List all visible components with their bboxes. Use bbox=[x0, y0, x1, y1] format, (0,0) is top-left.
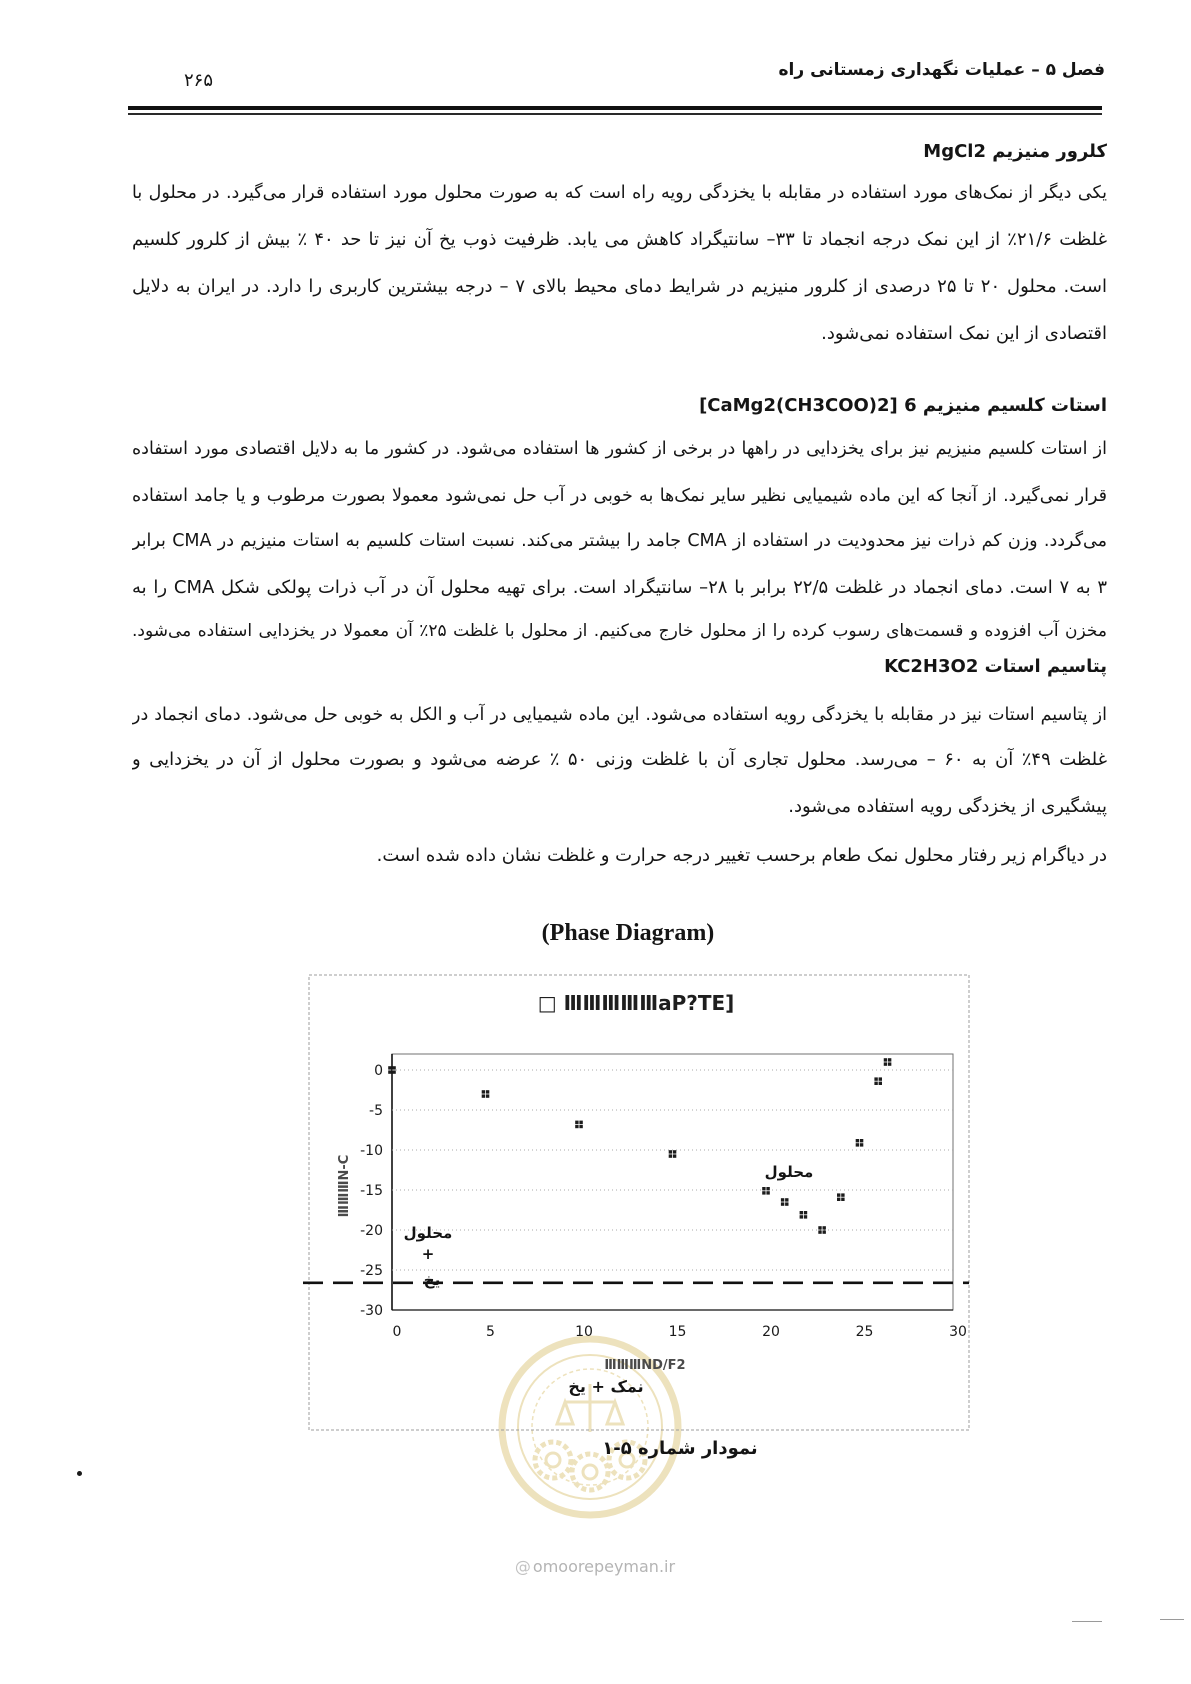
header-rule-thick bbox=[128, 106, 1102, 110]
data-point-square bbox=[579, 1121, 582, 1124]
x-tick-label: 5 bbox=[486, 1324, 495, 1340]
data-point-square bbox=[818, 1226, 821, 1229]
chapter-title: فصل ۵ – عملیات نگهداری زمستانی راه bbox=[778, 60, 1105, 80]
section-heading-potassium-acetate: پتاسیم استات KC2H3O2 bbox=[884, 656, 1107, 677]
x-tick-label: 30 bbox=[949, 1324, 967, 1340]
data-point-square bbox=[762, 1187, 765, 1190]
data-point-square bbox=[762, 1191, 765, 1194]
heading-formula: [CaMg2(CH3COO)2] bbox=[699, 395, 898, 416]
data-point-square bbox=[388, 1066, 391, 1069]
data-point-square bbox=[823, 1230, 826, 1233]
data-point-square bbox=[818, 1230, 821, 1233]
data-point-square bbox=[800, 1211, 803, 1214]
x-axis-label: ⅢⅢⅢND/F2 bbox=[604, 1358, 686, 1373]
chart-title: □ ⅢⅢⅢⅢⅢaP?TE] bbox=[537, 991, 735, 1015]
data-point-square bbox=[874, 1082, 877, 1085]
x-tick-label: 25 bbox=[855, 1324, 874, 1340]
data-point-square bbox=[781, 1202, 784, 1205]
y-tick-label: -5 bbox=[369, 1103, 383, 1119]
x-tick-label: 10 bbox=[575, 1324, 593, 1340]
paragraph-line: مخزن آب افزوده و قسمت‌های رسوب کرده را از محلول خارج می‌کنیم. از محلول با غلظت ۲۵٪ آن معمولا در یخزدایی استفاده می‌شود. bbox=[132, 621, 1107, 641]
section-heading-calcium-magnesium-acetate bbox=[132, 389, 1107, 423]
x-tick-label: 20 bbox=[762, 1324, 780, 1340]
data-point-square bbox=[884, 1062, 887, 1065]
data-point-square bbox=[804, 1211, 807, 1214]
paragraph-line: یکی دیگر از نمک‌های مورد استفاده در مقابله با یخزدگی رویه راه است که به صورت محلول مورد استفاده قرار می‌گیرد. در محلول با bbox=[132, 183, 1107, 203]
scan-mark bbox=[1160, 1619, 1184, 1620]
data-point-square bbox=[766, 1191, 769, 1194]
x-tick-label: 15 bbox=[668, 1324, 687, 1340]
data-point-square bbox=[879, 1077, 882, 1080]
data-point-square bbox=[392, 1066, 395, 1069]
data-point-square bbox=[841, 1198, 844, 1201]
data-point-square bbox=[781, 1198, 784, 1201]
data-point-square bbox=[669, 1154, 672, 1157]
y-tick-label: -10 bbox=[360, 1143, 383, 1159]
data-point-square bbox=[856, 1139, 859, 1142]
phase-diagram-chart bbox=[290, 960, 990, 1450]
data-point bbox=[482, 1090, 490, 1098]
data-point-square bbox=[856, 1143, 859, 1146]
y-tick-label: -25 bbox=[360, 1263, 383, 1279]
x-tick-label: 0 bbox=[392, 1324, 402, 1340]
paragraph-line: ۳ به ۷ است. دمای انجماد در غلظت ۲۲/۵ برابر با ۲۸– سانتیگراد است. برای تهیه محلول آن در آب ذرات پولکی شکل CMA را به bbox=[132, 577, 1107, 598]
scan-mark bbox=[1072, 1621, 1102, 1622]
data-point-square bbox=[673, 1150, 676, 1153]
data-point-square bbox=[874, 1077, 877, 1080]
data-point-square bbox=[482, 1090, 485, 1093]
paragraph-line: از استات کلسیم منیزیم نیز برای یخزدایی در راهها در برخی از کشور ها استفاده می‌شود. در کشور ما به دلایل اقتصادی مورد استفاده bbox=[132, 439, 1107, 459]
section-heading-magnesium-chloride: کلرور منیزیم MgCl2 bbox=[923, 141, 1107, 162]
paragraph-line: اقتصادی از این نمک استفاده نمی‌شود. bbox=[821, 323, 1107, 344]
watermark-site bbox=[480, 1555, 710, 1579]
data-point-square bbox=[888, 1062, 891, 1065]
plot-layer bbox=[303, 1058, 969, 1340]
data-point-square bbox=[575, 1125, 578, 1128]
data-point-square bbox=[392, 1070, 395, 1073]
scan-speck bbox=[77, 1471, 82, 1476]
data-point bbox=[781, 1198, 789, 1206]
data-point bbox=[800, 1211, 808, 1219]
paragraph-line: است. محلول ۲۰ تا ۲۵ درصدی از کلرور منیزیم در شرایط دمای محیط بالای ۷ – درجه بیشترین کاربری را دارد. در ایران به دلایل bbox=[132, 276, 1107, 297]
data-point-square bbox=[841, 1193, 844, 1196]
y-tick-label: -20 bbox=[360, 1223, 383, 1239]
data-point-square bbox=[888, 1058, 891, 1061]
data-point-square bbox=[486, 1094, 489, 1097]
plot-area bbox=[392, 1054, 953, 1310]
data-point-square bbox=[575, 1121, 578, 1124]
paragraph-line: از پتاسیم استات نیز در مقابله با یخزدگی رویه استفاده می‌شود. این ماده شیمیایی در آب و الکل به خوبی حل می‌شود. دمای انجماد در bbox=[132, 705, 1107, 725]
paragraph-line: غلظت ۴۹٪ آن به ۶۰ – می‌رسد. محلول تجاری آن با غلظت وزنی ۵۰ ٪ عرضه می‌شود و بصورت محلول از آن در یخزدایی و bbox=[132, 749, 1107, 770]
watermark-site-text: omoorepeyman.ir bbox=[532, 1557, 676, 1576]
data-point-square bbox=[482, 1094, 485, 1097]
annotation-solution: محلول bbox=[764, 1163, 814, 1181]
at-icon bbox=[515, 1557, 533, 1576]
heading-number: 6 bbox=[904, 395, 917, 416]
data-point-square bbox=[800, 1215, 803, 1218]
data-point bbox=[874, 1077, 882, 1085]
data-point-square bbox=[860, 1139, 863, 1142]
y-tick-label: 0 bbox=[374, 1063, 383, 1079]
data-point-square bbox=[673, 1154, 676, 1157]
data-point-square bbox=[879, 1082, 882, 1085]
figure-title: (Phase Diagram) bbox=[541, 920, 715, 946]
paragraph-line: غلظت ۲۱/۶٪ از این نمک درجه انجماد تا ۳۳– سانتیگراد کاهش می یابد. ظرفیت ذوب یخ آن نیز تا حد ۴۰ ٪ بیش از کلرور کلسیم bbox=[132, 229, 1107, 250]
y-axis-label: ⅢⅢⅢN-C bbox=[337, 1154, 352, 1218]
data-point bbox=[856, 1139, 864, 1147]
data-point-square bbox=[785, 1202, 788, 1205]
annotation-solution-left: محلول bbox=[403, 1224, 453, 1242]
data-point-square bbox=[884, 1058, 887, 1061]
data-point-square bbox=[823, 1226, 826, 1229]
data-point-square bbox=[837, 1198, 840, 1201]
diagram-intro-line: در دیاگرام زیر رفتار محلول نمک طعام برحسب تغییر درجه حرارت و غلظت نشان داده شده است. bbox=[376, 845, 1107, 866]
header-rule-thin bbox=[128, 113, 1102, 115]
data-point bbox=[575, 1121, 583, 1129]
y-tick-label: -15 bbox=[360, 1183, 383, 1199]
data-point bbox=[837, 1193, 845, 1201]
data-point bbox=[884, 1058, 892, 1066]
data-point-square bbox=[804, 1215, 807, 1218]
annotation-ice: یخ bbox=[423, 1271, 441, 1289]
paragraph-line: قرار نمی‌گیرد. از آنجا که این ماده شیمیایی نظیر سایر نمک‌ها به خوبی در آب حل نمی‌شود معمولا بصورت مرطوب و یا جامد استفاده bbox=[132, 486, 1107, 506]
data-point-square bbox=[860, 1143, 863, 1146]
figure-caption: نمودار شماره ۵-۱ bbox=[602, 1438, 758, 1459]
data-point-square bbox=[669, 1150, 672, 1153]
data-point bbox=[669, 1150, 677, 1158]
paragraph-line: می‌گردد. وزن کم ذرات نیز محدودیت در استفاده از CMA جامد را بیشتر می‌کند. نسبت استات کلسیم به استات منیزیم در CMA برابر bbox=[132, 531, 1107, 551]
data-point bbox=[762, 1187, 770, 1195]
data-point-square bbox=[388, 1070, 391, 1073]
data-point-square bbox=[785, 1198, 788, 1201]
heading-text: استات کلسیم منیزیم bbox=[922, 395, 1107, 416]
y-tick-label: -30 bbox=[360, 1303, 383, 1319]
data-point-square bbox=[486, 1090, 489, 1093]
annotation-salt-ice: نمک + یخ bbox=[568, 1377, 644, 1396]
paragraph-line: پیشگیری از یخزدگی رویه استفاده می‌شود. bbox=[788, 796, 1107, 817]
data-point-square bbox=[766, 1187, 769, 1190]
page-number: ۲۶۵ bbox=[184, 70, 214, 91]
annotation-plus: + bbox=[421, 1245, 435, 1263]
data-point-square bbox=[837, 1193, 840, 1196]
data-point-square bbox=[579, 1125, 582, 1128]
